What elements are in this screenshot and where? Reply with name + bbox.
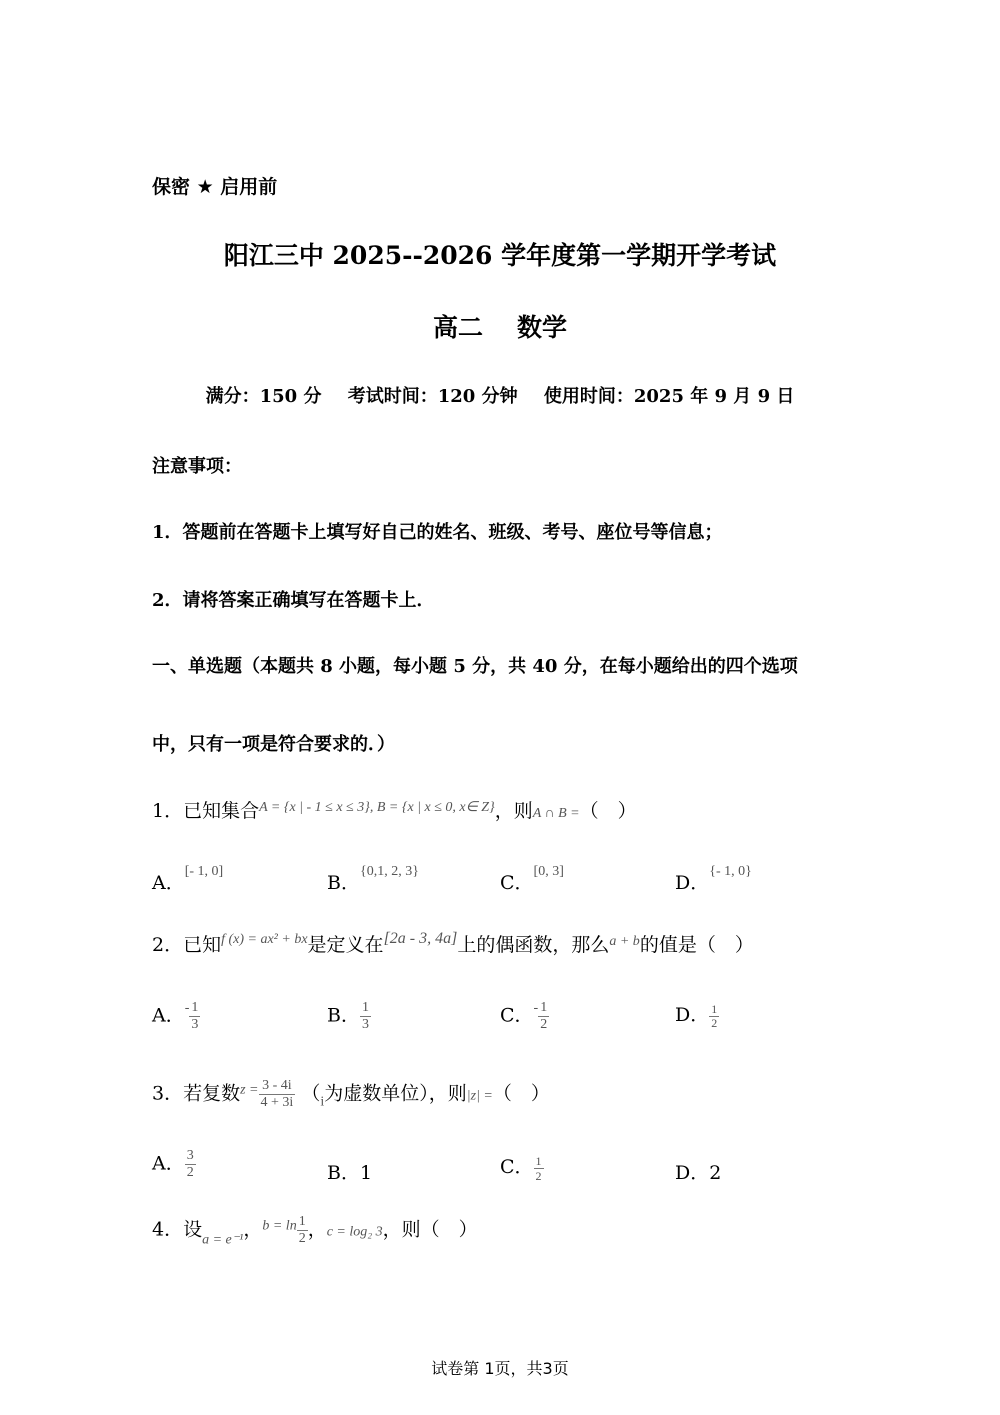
q3-paren-open: （ [301, 1082, 321, 1105]
q1-option-a [152, 864, 223, 895]
fraction-denominator: 4 + 3i [260, 1095, 294, 1110]
q4-suffix: ，则（ ） [382, 1218, 478, 1241]
q3-option-d [675, 1158, 721, 1185]
q4-prefix: 4．设 [152, 1218, 203, 1241]
notes-item-1: 1．答题前在答题卡上填写好自己的姓名、班级、考号、座位号等信息； [152, 522, 723, 543]
option-math: {- 1, 0} [709, 864, 752, 879]
q1-option-b [327, 864, 419, 895]
exam-time: 考试时间：120 分钟 [347, 386, 518, 407]
section-1-line-1: 一、单选题（本题共 8 小题，每小题 5 分，共 40 分，在每小题给出的四个选项 [152, 656, 798, 677]
option-math: {0,1, 2, 3} [359, 864, 419, 879]
option-fraction [185, 1148, 196, 1181]
fraction-denominator: 3 [191, 1017, 199, 1032]
q4-sep-1: ， [243, 1218, 263, 1241]
q3-math-z: z = [240, 1082, 259, 1098]
exam-info [0, 382, 1000, 408]
exam-subtitle [0, 308, 1000, 344]
page-footer: 试卷第 1页，共3页 [431, 1359, 569, 1378]
grade-label: 高二 [432, 313, 483, 342]
option-fraction [538, 1000, 549, 1033]
subject-label: 数学 [517, 313, 568, 342]
q2-prefix: 2．已知 [152, 934, 222, 956]
q1-option-d [675, 864, 752, 895]
option-fraction [189, 1000, 200, 1033]
q3-option-b [327, 1158, 372, 1185]
option-math: [0, 3] [533, 864, 564, 879]
secret-mark: 保密 ★ 启用前 [152, 176, 278, 198]
q3-i-symbol: i [320, 1094, 325, 1110]
fraction-denominator: 3 [361, 1017, 369, 1032]
q3-mid: 为虚数单位），则 [324, 1082, 467, 1105]
q2-math-3: a + b [609, 934, 640, 949]
fraction-denominator: 2 [186, 1165, 194, 1180]
q3-suffix: （ ） [492, 1082, 550, 1105]
q3-option-a [152, 1148, 196, 1181]
q3-option-c [500, 1152, 544, 1183]
option-label: A． [152, 872, 185, 894]
fraction-numerator: 3 [186, 1148, 194, 1163]
option-sign: - [184, 1000, 190, 1016]
option-value: 1 [359, 1162, 373, 1184]
q2-option-c [500, 1000, 549, 1033]
fraction-denominator: 2 [540, 1017, 548, 1032]
q4-fraction [297, 1214, 308, 1247]
question-2 [152, 930, 754, 957]
option-label: C． [500, 1156, 534, 1178]
q4-sep-2: ， [307, 1218, 327, 1241]
fraction-denominator: 2 [535, 1168, 542, 1183]
option-label: B． [327, 1004, 360, 1027]
section-1-line-2: 中，只有一项是符合要求的．） [152, 734, 395, 755]
fraction-numerator: 1 [361, 1000, 369, 1015]
option-fraction [360, 1000, 371, 1033]
q1-prefix: 1．已知集合 [152, 800, 260, 822]
option-sign: - [533, 1000, 539, 1016]
q2-mid-1: 是定义在 [307, 934, 384, 956]
q3-prefix: 3．若复数 [152, 1082, 241, 1105]
question-3 [152, 1078, 550, 1111]
q2-suffix: 的值是（ ） [639, 934, 754, 956]
fraction-numerator: 1 [540, 1000, 548, 1015]
q1-math-2: A ∩ B = [532, 806, 580, 821]
notes-item-2: 2．请将答案正确填写在答题卡上． [152, 590, 435, 611]
q2-option-d [675, 1000, 719, 1030]
q2-option-b [327, 1000, 371, 1033]
question-4 [152, 1214, 478, 1249]
q1-suffix: （ ） [579, 800, 637, 822]
fraction-numerator: 1 [535, 1153, 542, 1168]
q2-math: f (x) = ax² + bx [221, 932, 308, 947]
option-label: D． [675, 872, 710, 894]
q4-math-a: a = e⁻¹ [202, 1232, 244, 1248]
option-label: B． [327, 872, 360, 894]
option-label: D． [675, 1162, 710, 1184]
option-fraction [709, 1003, 719, 1030]
notes-heading: 注意事项： [152, 456, 242, 477]
fraction-denominator: 2 [711, 1015, 718, 1030]
option-label: B． [327, 1162, 360, 1184]
fraction-denominator: 2 [298, 1231, 306, 1246]
q2-math-2: [2a - 3, 4a] [383, 930, 458, 947]
q1-math: A = {x | - 1 ≤ x ≤ 3}, B = {x | x ≤ 0, x∈ Z} [259, 800, 495, 815]
full-score: 满分：150 分 [205, 386, 322, 407]
option-value: 2 [709, 1162, 722, 1184]
q4-math-b: b = ln [262, 1218, 297, 1234]
q1-option-c [500, 864, 564, 895]
option-fraction [534, 1154, 544, 1183]
option-math: [- 1, 0] [184, 864, 224, 879]
option-label: C． [500, 872, 534, 894]
use-time: 使用时间：2025 年 9 月 9 日 [543, 386, 795, 407]
fraction-numerator: 1 [191, 1000, 199, 1015]
q1-mid: ，则 [494, 800, 533, 822]
fraction-numerator: 3 - 4i [262, 1078, 292, 1093]
q3-fraction [259, 1078, 296, 1111]
option-label: D． [675, 1004, 710, 1026]
fraction-numerator: 1 [298, 1214, 306, 1229]
exam-title: 阳江三中 2025--2026 学年度第一学期开学考试 [223, 241, 777, 270]
fraction-numerator: 1 [711, 1001, 718, 1016]
q3-math-abs: |z| = [466, 1088, 493, 1104]
q4-math-c: c = log₂ 3 [326, 1224, 383, 1240]
q2-mid-2: 上的偶函数，那么 [457, 934, 610, 956]
option-label: A． [152, 1152, 185, 1175]
option-label: A． [152, 1004, 185, 1027]
q2-option-a [152, 1000, 200, 1033]
question-1 [152, 796, 637, 823]
option-label: C． [500, 1004, 534, 1027]
